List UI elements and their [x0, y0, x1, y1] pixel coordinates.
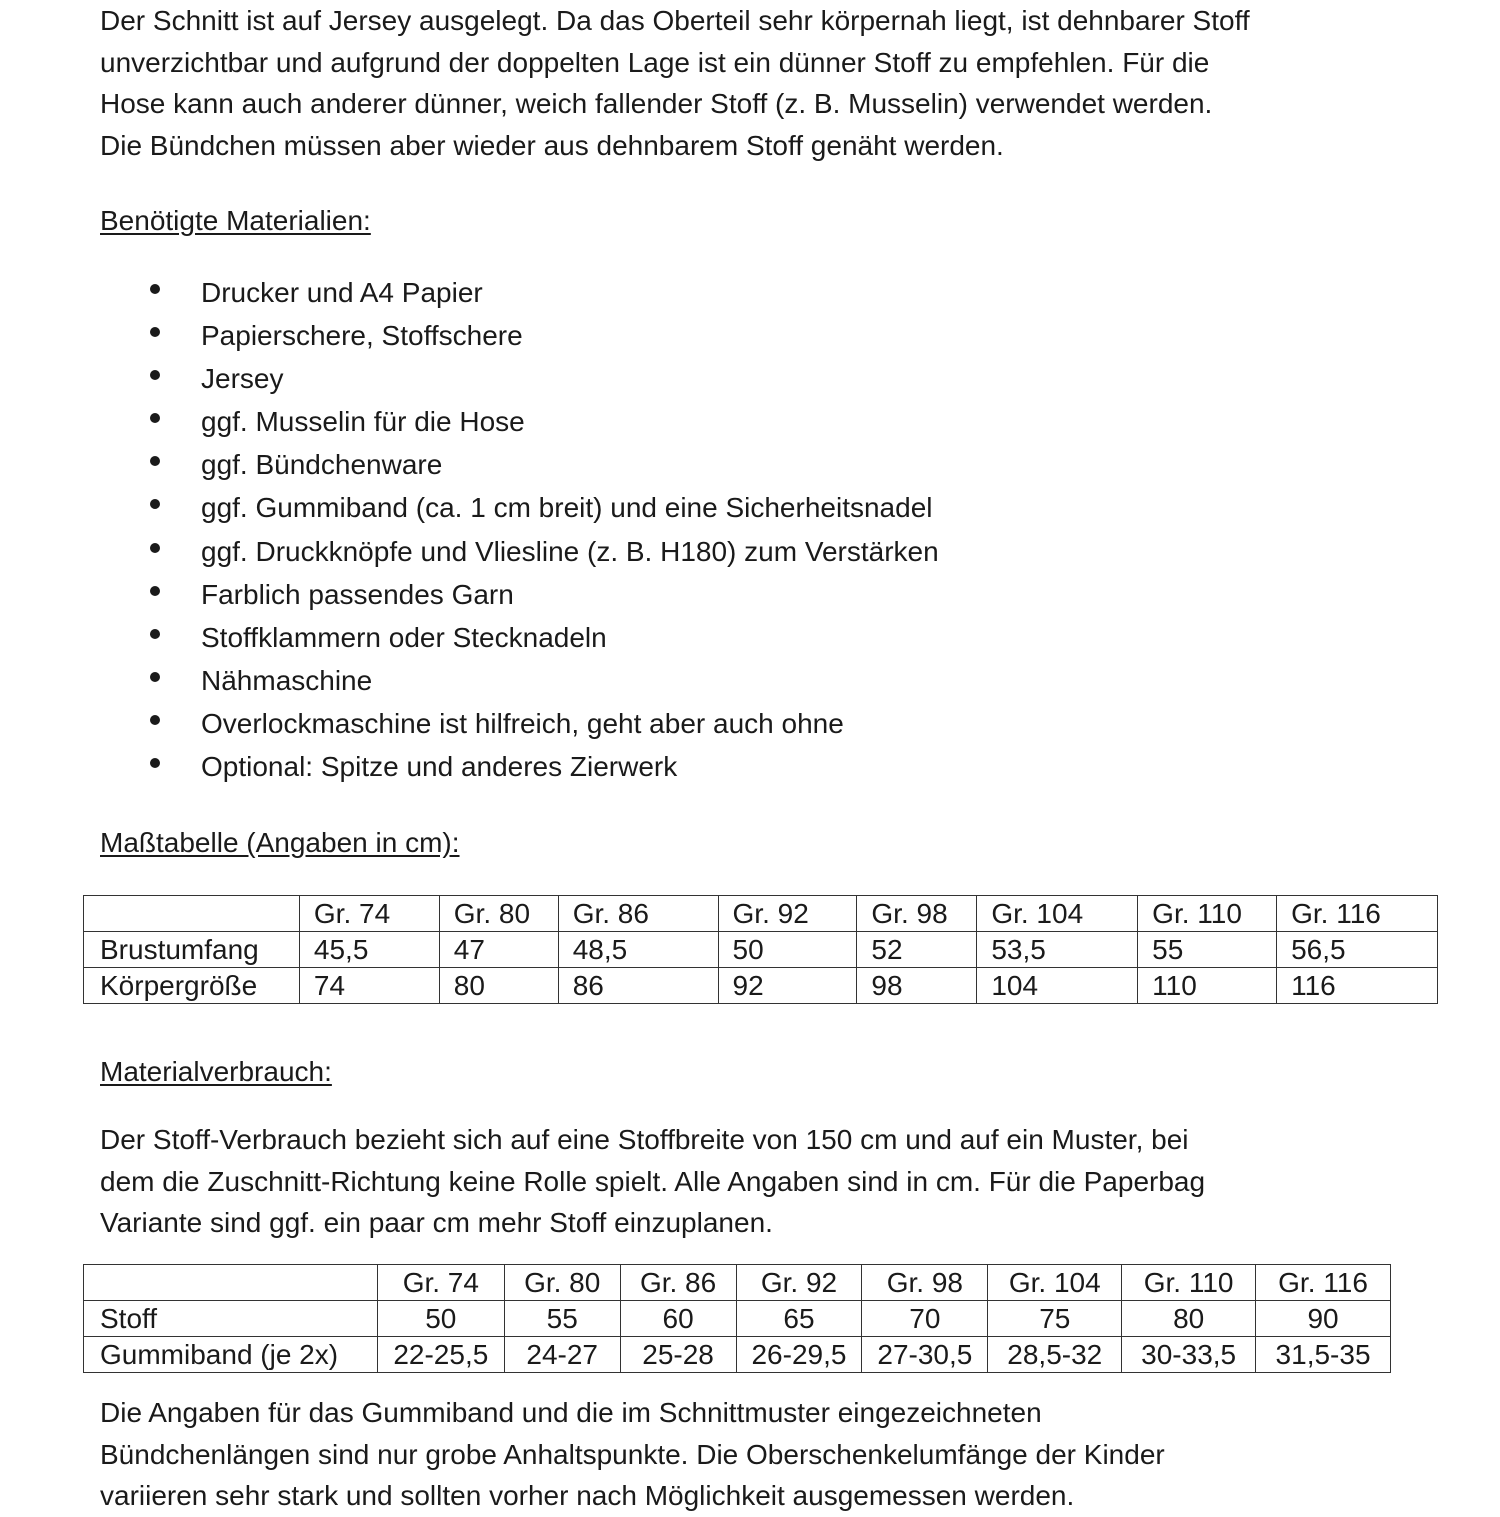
table-row [84, 1301, 1391, 1337]
table-cell: 80 [1122, 1301, 1256, 1337]
list-item: Overlockmaschine ist hilfreich, geht aber auch ohne [150, 705, 939, 748]
table-cell: 86 [558, 968, 718, 1004]
list-item: Nähmaschine [150, 662, 939, 705]
table-cell: 65 [736, 1301, 862, 1337]
table-cell: 116 [1277, 968, 1438, 1004]
table-header-cell: Gr. 116 [1256, 1265, 1391, 1301]
bullet-icon [150, 672, 160, 682]
table-cell: 92 [718, 968, 857, 1004]
bullet-icon [150, 543, 160, 553]
table-cell: 45,5 [299, 932, 439, 968]
table-cell: 31,5-35 [1256, 1337, 1391, 1373]
table-header-row [84, 896, 1438, 932]
material-consumption-table [83, 1264, 1391, 1373]
table-cell: 27-30,5 [862, 1337, 988, 1373]
list-item: Drucker und A4 Papier [150, 274, 939, 317]
note-paragraph: Die Angaben für das Gummiband und die im Schnittmuster eingezeichneten Bündchenlängen sind nur grobe Anhaltspunkte. Die Oberschenkelumfänge der Kinder variieren sehr stark und sollten vorher nach Möglichkeit ausgemessen werden. [100, 1397, 1165, 1511]
table-header-cell: Gr. 110 [1122, 1265, 1256, 1301]
list-item: ggf. Bündchenware [150, 446, 939, 489]
bullet-icon [150, 456, 160, 466]
list-item: ggf. Druckknöpfe und Vliesline (z. B. H180) zum Verstärken [150, 533, 939, 576]
table-header-cell: Gr. 98 [857, 896, 977, 932]
materials-heading: Benötigte Materialien: [100, 205, 371, 236]
table-cell: 25-28 [620, 1337, 736, 1373]
bullet-icon [150, 327, 160, 337]
list-item: ggf. Gummiband (ca. 1 cm breit) und eine Sicherheitsnadel [150, 489, 939, 532]
bullet-icon [150, 586, 160, 596]
table-cell: 80 [439, 968, 558, 1004]
table-header-cell: Gr. 92 [736, 1265, 862, 1301]
table-cell: 48,5 [558, 932, 718, 968]
table-header-cell: Gr. 74 [377, 1265, 504, 1301]
table-cell: 60 [620, 1301, 736, 1337]
table-header-cell: Gr. 74 [299, 896, 439, 932]
table-cell: 56,5 [1277, 932, 1438, 968]
table-row [84, 932, 1438, 968]
table-cell: 30-33,5 [1122, 1337, 1256, 1373]
table-header-cell [84, 1265, 378, 1301]
table-cell: 55 [1138, 932, 1277, 968]
table-header-cell: Gr. 92 [718, 896, 857, 932]
table-header-row [84, 1265, 1391, 1301]
table-cell: 90 [1256, 1301, 1391, 1337]
table-cell: 70 [862, 1301, 988, 1337]
list-item: Stoffklammern oder Stecknadeln [150, 619, 939, 662]
table-cell: 26-29,5 [736, 1337, 862, 1373]
table-cell: 52 [857, 932, 977, 968]
intro-paragraph: Der Schnitt ist auf Jersey ausgelegt. Da das Oberteil sehr körpernah liegt, ist dehnbarer Stoff unverzichtbar und aufgrund der doppelten Lage ist ein dünner Stoff zu empfehlen. Für die Hose kann auch anderer dünner, weich fallender Stoff (z. B. Musselin) verwendet werden. Die Bündchen müssen aber wieder aus dehnbarem Stoff genäht werden. [100, 5, 1250, 161]
list-item: Farblich passendes Garn [150, 576, 939, 619]
bullet-icon [150, 758, 160, 768]
list-item: ggf. Musselin für die Hose [150, 403, 939, 446]
table-cell: 110 [1138, 968, 1277, 1004]
size-table [83, 895, 1438, 1004]
table-cell: 55 [504, 1301, 620, 1337]
table-cell: 104 [977, 968, 1138, 1004]
table-header-cell: Gr. 86 [620, 1265, 736, 1301]
table-cell: 74 [299, 968, 439, 1004]
size-table-heading: Maßtabelle (Angaben in cm): [100, 827, 460, 858]
table-cell: 50 [718, 932, 857, 968]
bullet-icon [150, 499, 160, 509]
table-header-cell: Gr. 104 [988, 1265, 1122, 1301]
list-item: Jersey [150, 360, 939, 403]
table-cell: 24-27 [504, 1337, 620, 1373]
bullet-icon [150, 629, 160, 639]
list-item: Optional: Spitze und anderes Zierwerk [150, 748, 939, 791]
table-cell: 22-25,5 [377, 1337, 504, 1373]
table-cell: 50 [377, 1301, 504, 1337]
consumption-paragraph: Der Stoff-Verbrauch bezieht sich auf eine Stoffbreite von 150 cm und auf ein Muster, bei dem die Zuschnitt-Richtung keine Rolle spielt. Alle Angaben sind in cm. Für die Paperbag Variante sind ggf. ein paar cm mehr Stoff einzuplanen. [100, 1124, 1206, 1238]
table-header-cell: Gr. 104 [977, 896, 1138, 932]
table-cell: 53,5 [977, 932, 1138, 968]
bullet-icon [150, 413, 160, 423]
table-row-label: Gummiband (je 2x) [84, 1337, 378, 1373]
table-row-label: Körpergröße [84, 968, 300, 1004]
table-cell: 98 [857, 968, 977, 1004]
table-header-cell: Gr. 86 [558, 896, 718, 932]
table-cell: 28,5-32 [988, 1337, 1122, 1373]
materials-list [150, 274, 939, 791]
table-header-cell: Gr. 80 [439, 896, 558, 932]
bullet-icon [150, 284, 160, 294]
table-header-cell: Gr. 116 [1277, 896, 1438, 932]
consumption-heading: Materialverbrauch: [100, 1056, 332, 1087]
table-row-label: Stoff [84, 1301, 378, 1337]
table-cell: 47 [439, 932, 558, 968]
table-row [84, 1337, 1391, 1373]
table-cell: 75 [988, 1301, 1122, 1337]
bullet-icon [150, 715, 160, 725]
table-row-label: Brustumfang [84, 932, 300, 968]
table-header-cell: Gr. 98 [862, 1265, 988, 1301]
table-row [84, 968, 1438, 1004]
table-header-cell [84, 896, 300, 932]
list-item: Papierschere, Stoffschere [150, 317, 939, 360]
table-header-cell: Gr. 110 [1138, 896, 1277, 932]
table-header-cell: Gr. 80 [504, 1265, 620, 1301]
bullet-icon [150, 370, 160, 380]
